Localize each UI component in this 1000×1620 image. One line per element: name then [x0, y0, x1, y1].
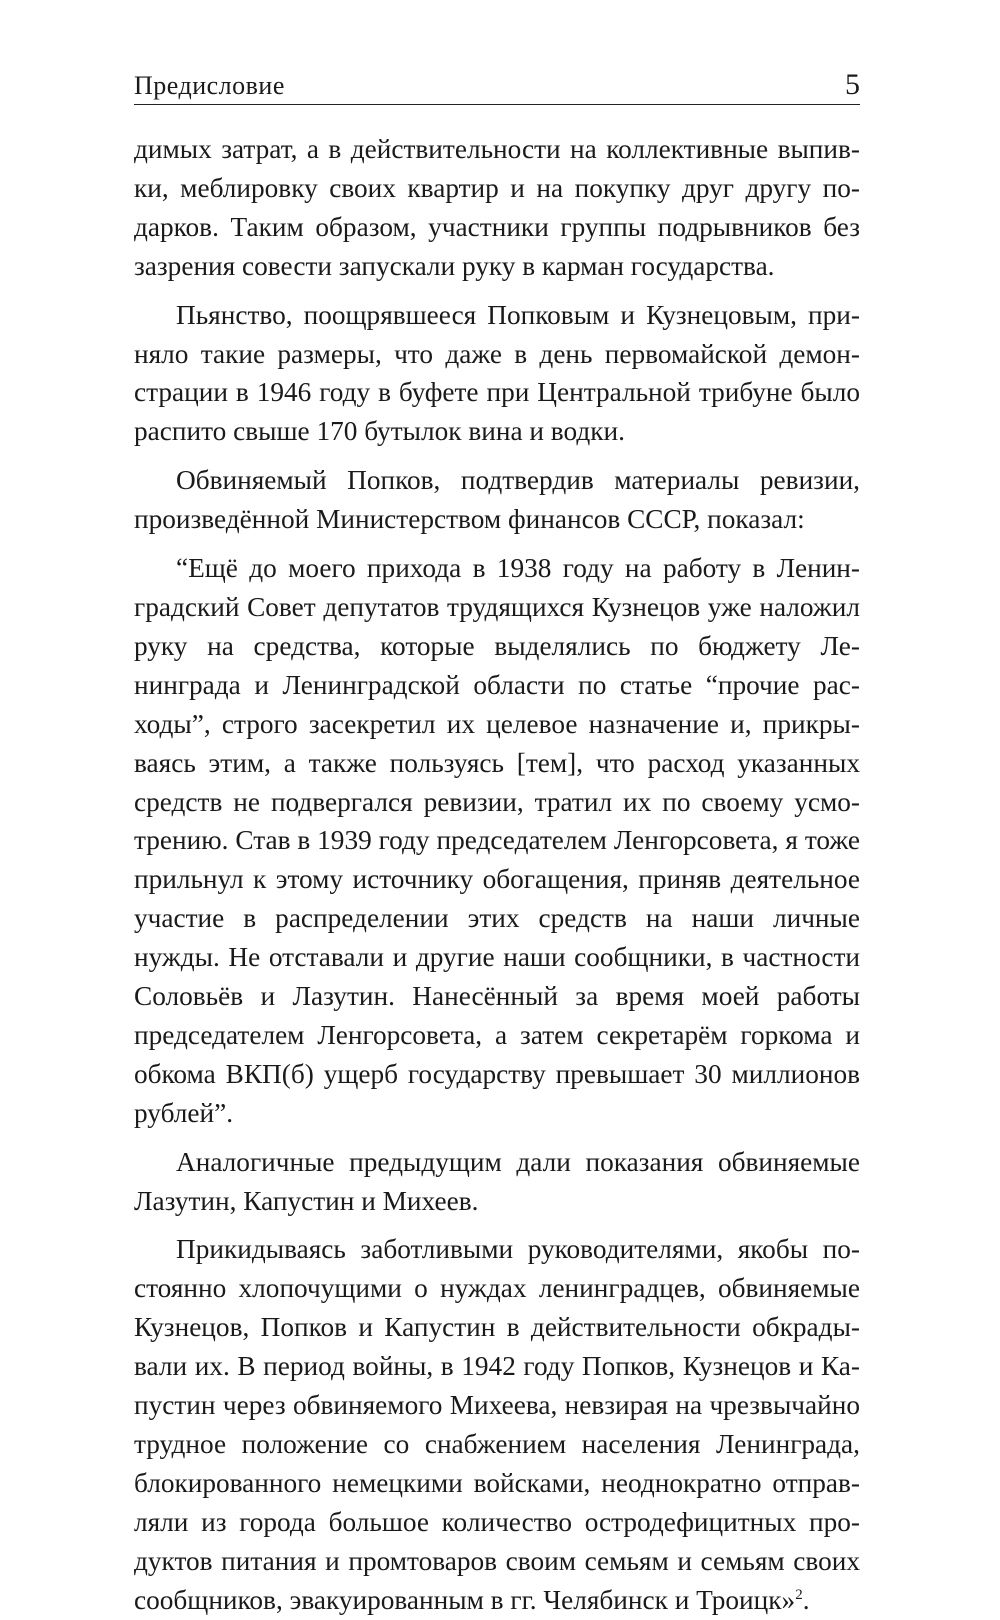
- running-title: Предисловие: [134, 71, 285, 100]
- paragraph-6-text: Прикидываясь заботливыми руководителями, якобы постоянно хлопочущими о нуждах ленинградцев, обвиняемые Кузнецов, Попков и Капустин в действительности обкрадывали их. В период войны, в 1942 году Попков, Кузнецов и Капустин через обвиняемого Михеева, невзирая на чрезвычайно трудное положение со снабжением населения Ленинграда, блокированного немецкими войсками, неоднократно отправляли из города большое количество остродефицитных продуктов питания и промтоваров своим семьям и семьям своих сообщников, эвакуированным в гг. Челябинск и Троицк»: [134, 1234, 860, 1615]
- paragraph-3: Обвиняемый Попков, подтвердив материалы ревизии, произведённой Министерством финансов СССР, показал:: [134, 465, 860, 535]
- paragraph-4-quote: “Ещё до моего прихода в 1938 году на работу в Ленинградский Совет депутатов трудящихся Кузнецов уже наложил руку на средства, которые выделялись по бюджету Ленинграда и Ленинградской области по статье “прочие расходы”, строго засекретил их целевое назначение и, прикрываясь этим, а также пользуясь [тем], что расход указанных средств не подвергался ревизии, тратил их по своему усмотрению. Став в 1939 году председателем Ленгорсовета, я тоже прильнул к этому источнику обогащения, приняв деятельное участие в распределении этих средств на наши личные нужды. Не отставали и другие наши сообщники, в частности Соловьёв и Лазутин. Нанесённый за время моей работы председателем Ленгорсовета, а затем секретарём горкома и обкома ВКП(б) ущерб государству превышает 30 миллионов рублей”.: [134, 553, 860, 1128]
- page-number: 5: [845, 68, 860, 101]
- paragraph-5: Аналогичные предыдущим дали показания обвиняемые Лазутин, Капустин и Михеев.: [134, 1146, 860, 1216]
- closing-period: .: [802, 1584, 810, 1615]
- paragraph-2: Пьянство, поощрявшееся Попковым и Кузнецовым, приняло такие размеры, что даже в день первомайской демонстрации в 1946 году в буфете при Центральной трибуне было распито свыше 170 бутылок вина и водки.: [134, 299, 860, 447]
- running-header: [134, 70, 860, 105]
- footnote-reference: 2: [795, 1586, 803, 1603]
- paragraph-6: [134, 1230, 860, 1619]
- paragraph-1: димых затрат, а в действительности на коллективные выпивки, меблировку своих квартир и на покупку друг другу подарков. Таким образом, участники группы подрывников без зазрения совести запускали руку в карман государства.: [134, 134, 860, 281]
- body-text: [134, 130, 860, 1620]
